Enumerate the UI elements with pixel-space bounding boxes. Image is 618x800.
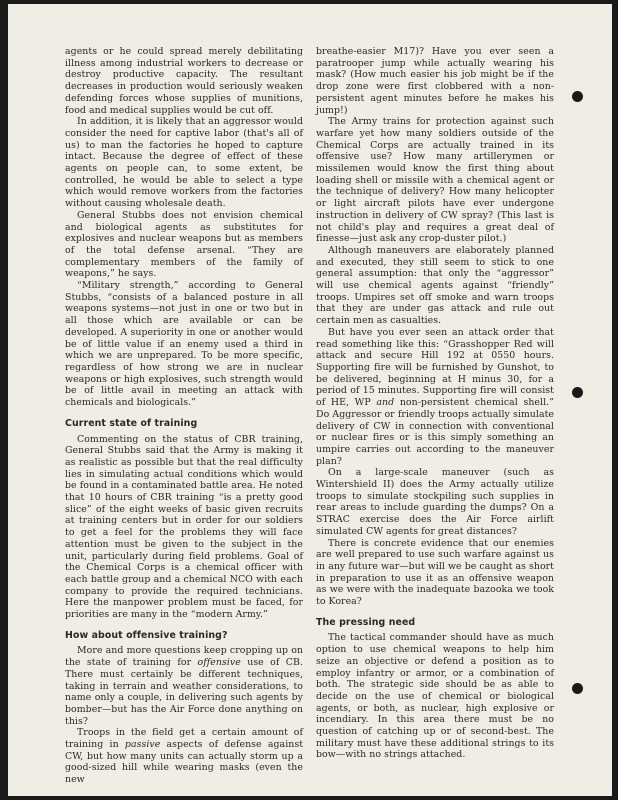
paragraph: agents or he could spread merely debilitating illness among industrial workers to decrease or destroy productive capacity. The resultant decreases in production would seriously weaken defending forces whose supplies of munitions, food and medical supplies would be cut off. bbox=[65, 46, 303, 116]
paragraph: There is concrete evidence that our enemies are well prepared to use such warfare against us in any future war—but will we be caught as short in preparation to use it as an offensive weapon as we were with the inadequate bazooka we took to Korea? bbox=[316, 537, 554, 608]
section-heading: The pressing need bbox=[316, 616, 416, 628]
paragraph: On a large-scale maneuver (such as Wintershield II) does the Army actually utilize troops to simulate stockpiling such supplies in rear areas to include guarding the dumps? On a STRAC exercise does the Air Force airlift simulated CW agents for great distances? bbox=[316, 467, 554, 537]
paragraph bbox=[65, 645, 303, 727]
paragraph: In addition, it is likely that an aggressor would consider the need for captive labor (that's all of us) to man the factories he hoped to capture intact. Because the degree of effect of these agents on people can, to some extent, be controlled, he would be able to select a type which would remove workers from the factories without causing wholesale death. bbox=[65, 116, 303, 210]
text: use of CB. There must certainly be different techniques, taking in terrain and weather considerations, to name only a couple, in delivering such agents by bomber—but has the Air Force done anything on this? bbox=[65, 657, 303, 727]
paragraph: General Stubbs does not envision chemical and biological agents as substitutes for explosives and nuclear weapons but as members of the total defense arsenal. “They are complementary members of the family of weapons,” he says. bbox=[65, 209, 303, 280]
italic-text: and bbox=[376, 397, 395, 409]
paragraph bbox=[65, 727, 303, 786]
text: More and more questions keep cropping up on the state of training for bbox=[65, 645, 303, 669]
paragraph bbox=[316, 327, 554, 467]
section-heading: Current state of training bbox=[65, 417, 198, 429]
text: But have you ever seen an attack order that read something like this: “Grasshopper Red will attack and secure Hill 192 at 0550 hours. Supporting fire will be furnished by Gunshot, to be delivered, beginning at H minus 30, for a period of 15 minutes. Supporting fire will consist of HE, WP bbox=[316, 326, 554, 409]
italic-text: passive bbox=[124, 739, 161, 751]
section-heading: How about offensive training? bbox=[65, 629, 228, 641]
punch-hole bbox=[572, 91, 583, 102]
left-column bbox=[65, 46, 303, 786]
paragraph: The tactical commander should have as much option to use chemical weapons to help him seize an objective or defend a position as to employ infantry or armor, or a combination of both. The strategic side should be as able to decide on the use of chemical or biological agents, or both, as nuclear, high explosive or incendiary. In this area there must be no question of catching up or of second-best. The military must have these additional strings to its bow—with no strings attached. bbox=[316, 632, 554, 761]
italic-text: offensive bbox=[197, 657, 241, 669]
document-page bbox=[8, 4, 612, 796]
paragraph: breathe-easier M17)? Have you ever seen a paratrooper jump while actually wearing his mask? (How much easier his job might be if the drop zone were first clobbered with a non-persistent agent minutes before he makes his jump!) bbox=[316, 46, 554, 116]
text: Troops in the field get a certain amount of training in bbox=[65, 727, 303, 751]
paragraph: “Military strength,” according to General Stubbs, “consists of a balanced posture in all weapons systems—not just in one or two but in all those which are available or can be developed. A superiority in one or another would be of little value if an enemy used a third in which we are unprepared. To be more specific, regardless of how strong we are in nuclear weapons or high explosives, such strength would be of little avail in meeting an attack with chemicals and biologicals.” bbox=[65, 280, 303, 409]
paragraph: Although maneuvers are elaborately planned and executed, they still seem to stick to one general assumption: that only the “aggressor” will use chemical agents against “friendly” troops. Umpires set off smoke and warn troops that they are under gas attack and rule out certain men as casualties. bbox=[316, 244, 554, 327]
paragraph: Commenting on the status of CBR training, General Stubbs said that the Army is making it as realistic as possible but that the real difficulty lies in simulating actual conditions which would be found in a contaminated battle area. He noted that 10 hours of CBR training “is a pretty good slice” of the eight weeks of basic given recruits at training centers but in order for our soldiers to get a feel for the problems they will face attention must be given to the subject in the unit, particularly during field problems. Goal of the Chemical Corps is a chemical officer with each battle group and a chemical NCO with each company to provide the required technicians. Here the manpower problem must be faced, for priorities are many in the “modern Army.” bbox=[65, 433, 303, 621]
paragraph: The Army trains for protection against such warfare yet how many soldiers outside of the Chemical Corps are actually trained in its offensive use? How many artillerymen or missilemen would know the first thing about loading shell or missile with a chemical agent or the technique of delivery? How many helicopter or light aircraft pilots have ever undergone instruction in delivery of CW spray? (This last is not child's play and requires a great deal of finesse—just ask any crop-duster pilot.) bbox=[316, 116, 554, 245]
text: aspects of defense against CW, but how many units can actually storm up a good-sized hill while wearing masks (even the new bbox=[65, 739, 304, 786]
text: non-persistent chemical shell.” Do Aggressor or friendly troops actually simulate delivery of CW in connection with conventional or nuclear fires or is this simply something an umpire carries out according to the maneuver plan? bbox=[316, 397, 554, 467]
right-column bbox=[316, 46, 554, 761]
punch-hole bbox=[572, 387, 583, 398]
punch-hole bbox=[572, 683, 583, 694]
